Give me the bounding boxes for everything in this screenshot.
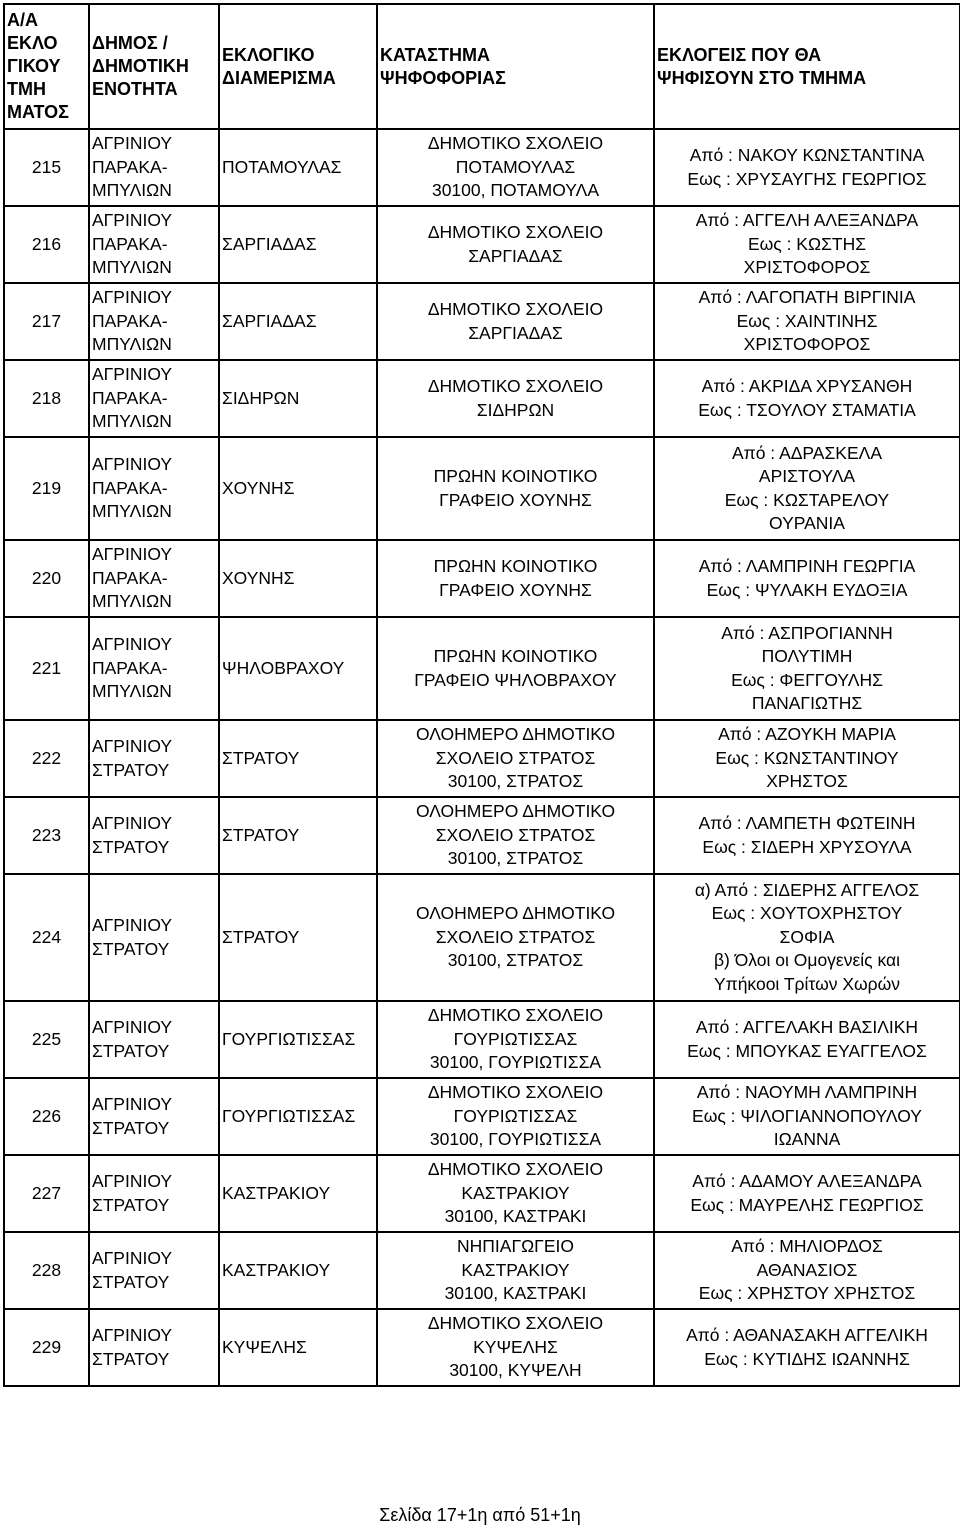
text-line: Εως : ΚΩΣΤΑΡΕΛΟΥ [724,489,890,510]
text-line: ΑΓΡΙΝΙΟΥ [92,1094,173,1114]
cell-municipality [89,1078,219,1155]
text-line: ΑΓΡΙΝΙΟΥ [92,1017,173,1037]
cell-station [377,1232,654,1309]
text-line: ΠΟΤΑΜΟΥΛΑΣ [455,156,576,177]
cell-number: 219 [4,437,89,540]
cell-municipality [89,874,219,1001]
cell-district: ΣΤΡΑΤΟΥ [219,874,377,1001]
text-line: ΠΡΩΗΝ ΚΟΙΝΟΤΙΚΟ [433,466,598,486]
text-line: Α/Α [7,10,38,30]
table-row [4,283,960,360]
cell-number: 225 [4,1001,89,1078]
cell-voters [654,1155,960,1232]
text-line: ΣΑΡΓΙΑΔΑΣ [468,245,563,266]
text-line: ΟΛΟΗΜΕΡΟ ΔΗΜΟΤΙΚΟ [415,724,616,745]
cell-municipality [89,283,219,360]
text-line: ΑΘΑΝΑΣΙΟΣ [756,1259,858,1280]
text-line: Από : ΛΑΓΟΠΑΤΗ ΒΙΡΓΙΝΙΑ [698,287,916,308]
table-body [4,129,960,1386]
text-line: ΠΑΡΑΚΑ- [92,233,168,254]
text-line: Εως : ΚΩΣΤΗΣ [747,233,867,254]
text-line: 30100, ΚΑΣΤΡΑΚΙ [444,1283,587,1304]
text-line: ΔΗΜΟΤΙΚΟ ΣΧΟΛΕΙΟ [427,299,604,319]
text-line: ΠΑΡΑΚΑ- [92,477,168,498]
text-line: Εως : ΧΟΥΤΟΧΡΗΣΤΟΥ [711,903,903,924]
table-row [4,720,960,797]
text-line: Εως : ΤΣΟΥΛΟΥ ΣΤΑΜΑΤΙΑ [698,399,916,420]
text-line: ΣΧΟΛΕΙΟ ΣΤΡΑΤΟΣ [435,747,596,768]
text-line: ΔΗΜΟΤΙΚΟ ΣΧΟΛΕΙΟ [427,1005,604,1026]
text-line: ΑΓΡΙΝΙΟΥ [92,210,173,231]
text-line: ΓΡΑΦΕΙΟ ΨΗΛΟΒΡΑΧΟΥ [414,669,617,690]
table-row [4,874,960,1001]
table-row [4,1232,960,1309]
cell-station [377,874,654,1001]
text-line: ΔΗΜΟΤΙΚΟ ΣΧΟΛΕΙΟ [427,1159,604,1180]
cell-district: ΚΥΨΕΛΗΣ [219,1309,377,1386]
text-line: ΟΛΟΗΜΕΡΟ ΔΗΜΟΤΙΚΟ [415,903,616,924]
table-row [4,540,960,617]
cell-voters [654,720,960,797]
cell-voters [654,540,960,617]
cell-station [377,360,654,437]
table-row [4,437,960,540]
text-line: ΣΙΔΗΡΩΝ [476,399,555,420]
cell-district: ΓΟΥΡΓΙΩΤΙΣΣΑΣ [219,1001,377,1078]
text-line: ΟΥΡΑΝΙΑ [769,513,845,533]
text-line: ΔΙΑΜΕΡΙΣΜΑ [222,67,336,88]
text-line: ΜΑΤΟΣ [7,102,69,122]
col-header-district [219,4,377,129]
text-line: ΚΑΣΤΡΑΚΙΟΥ [461,1182,570,1203]
cell-station [377,206,654,283]
text-line: 30100, ΣΤΡΑΤΟΣ [447,771,584,792]
text-line: ΧΡΙΣΤΟΦΟΡΟΣ [743,257,871,278]
text-line: ΠΡΩΗΝ ΚΟΙΝΟΤΙΚΟ [433,556,598,576]
table-row [4,1001,960,1078]
cell-district: ΧΟΥΝΗΣ [219,437,377,540]
text-line: ΓΙΚΟΥ [7,56,61,76]
cell-municipality [89,1232,219,1309]
col-header-municipality [89,4,219,129]
cell-district: ΚΑΣΤΡΑΚΙΟΥ [219,1155,377,1232]
text-line: 30100, ΚΑΣΤΡΑΚΙ [444,1206,587,1227]
table-row [4,1155,960,1232]
text-line: 30100, ΣΤΡΑΤΟΣ [447,848,584,869]
text-line: ΧΡΙΣΤΟΦΟΡΟΣ [743,334,871,355]
cell-number: 227 [4,1155,89,1232]
cell-municipality [89,797,219,874]
cell-voters [654,1232,960,1309]
text-line: ΕΝΟΤΗΤΑ [92,79,178,99]
cell-voters [654,129,960,206]
cell-voters [654,1309,960,1386]
text-line: ΠΑΡΑΚΑ- [92,310,168,331]
cell-voters [654,617,960,720]
text-line: Εως : ΜΠΟΥΚΑΣ ΕΥΑΓΓΕΛΟΣ [687,1040,927,1061]
text-line: ΕΚΛΟΓΙΚΟ [222,44,315,65]
text-line: ΑΓΡΙΝΙΟΥ [92,1248,173,1268]
text-line: Εως : ΚΩΝΣΤΑΝΤΙΝΟΥ [715,747,899,768]
cell-station [377,720,654,797]
header-row [4,4,960,129]
text-line: ΠΑΡΑΚΑ- [92,387,168,408]
cell-municipality [89,360,219,437]
cell-number: 217 [4,283,89,360]
text-line: ΔΗΜΟΤΙΚΗ [92,56,189,76]
text-line: ΣΤΡΑΤΟΥ [92,836,170,857]
text-line: Εως : ΦΕΓΓΟΥΛΗΣ [731,669,883,690]
page-footer: Σελίδα 17+1η από 51+1η [379,1505,581,1525]
text-line: ΜΠΥΛΙΩΝ [92,180,172,201]
text-line: ΣΤΡΑΤΟΥ [92,938,170,959]
text-line: ΜΠΥΛΙΩΝ [92,591,172,612]
text-line: ΑΓΡΙΝΙΟΥ [92,364,173,385]
cell-station [377,617,654,720]
text-line: Εως : ΚΥΤΙΔΗΣ ΙΩΑΝΝΗΣ [704,1348,910,1369]
cell-station [377,283,654,360]
text-line: ΜΠΥΛΙΩΝ [92,681,172,702]
cell-district: ΣΑΡΓΙΑΔΑΣ [219,283,377,360]
text-line: ΨΗΦΙΣΟΥΝ ΣΤΟ ΤΜΗΜΑ [657,67,867,88]
text-line: ΠΡΩΗΝ ΚΟΙΝΟΤΙΚΟ [433,646,598,666]
text-line: 30100, ΠΟΤΑΜΟΥΛΑ [431,180,600,201]
table-row [4,129,960,206]
text-line: Εως : ΣΙΔΕΡΗ ΧΡΥΣΟΥΛΑ [702,836,912,857]
text-line: ΣΤΡΑΤΟΥ [92,759,170,780]
text-line: ΣΧΟΛΕΙΟ ΣΤΡΑΤΟΣ [435,926,596,947]
text-line: 30100, ΓΟΥΡΙΩΤΙΣΣΑ [429,1052,602,1073]
text-line: Από : ΝΑΚΟΥ ΚΩΝΣΤΑΝΤΙΝΑ [689,145,925,165]
cell-station [377,1155,654,1232]
cell-voters [654,797,960,874]
table-header [4,4,960,129]
cell-number: 218 [4,360,89,437]
cell-district: ΨΗΛΟΒΡΑΧΟΥ [219,617,377,720]
text-line: ΧΡΗΣΤΟΣ [766,771,848,792]
cell-voters [654,360,960,437]
text-line: Από : ΑΘΑΝΑΣΑΚΗ ΑΓΓΕΛΙΚΗ [686,1325,928,1345]
text-line: Από : ΛΑΜΠΕΤΗ ΦΩΤΕΙΝΗ [698,813,916,833]
text-line: Εως : ΧΑΙΝΤΙΝΗΣ [736,310,878,331]
col-header-station [377,4,654,129]
cell-voters [654,206,960,283]
text-line: ΙΩΑΝΝΑ [773,1129,841,1150]
text-line: ΑΓΡΙΝΙΟΥ [92,736,173,756]
cell-voters [654,1078,960,1155]
cell-number: 222 [4,720,89,797]
text-line: ΜΠΥΛΙΩΝ [92,334,172,355]
cell-number: 221 [4,617,89,720]
cell-municipality [89,129,219,206]
cell-number: 223 [4,797,89,874]
text-line: ΓΡΑΦΕΙΟ ΧΟΥΝΗΣ [439,579,592,600]
text-line: ΠΑΡΑΚΑ- [92,156,168,177]
text-line: ΔΗΜΟΤΙΚΟ ΣΧΟΛΕΙΟ [427,133,604,154]
text-line: Εως : ΧΡΗΣΤΟΥ ΧΡΗΣΤΟΣ [698,1283,916,1304]
cell-municipality [89,206,219,283]
text-line: ΑΓΡΙΝΙΟΥ [92,1325,173,1345]
text-line: ΠΟΛΥΤΙΜΗ [761,646,853,666]
table-row [4,617,960,720]
table-row [4,1078,960,1155]
text-line: 30100, ΚΥΨΕΛΗ [449,1360,582,1381]
text-line: ΑΓΡΙΝΙΟΥ [92,133,173,154]
text-line: 30100, ΓΟΥΡΙΩΤΙΣΣΑ [429,1129,602,1150]
text-line: ΤΜΗ [7,79,46,99]
text-line: Εως : ΨΥΛΑΚΗ ΕΥΔΟΞΙΑ [706,579,908,600]
text-line: ΑΓΡΙΝΙΟΥ [92,1171,173,1191]
text-line: Υπήκοοι Τρίτων Χωρών [713,973,901,994]
cell-municipality [89,540,219,617]
cell-district: ΓΟΥΡΓΙΩΤΙΣΣΑΣ [219,1078,377,1155]
cell-voters [654,283,960,360]
text-line: ΕΚΛΟ [7,33,58,53]
text-line: Από : ΝΑΟΥΜΗ ΛΑΜΠΡΙΝΗ [696,1082,918,1103]
text-line: ΣΧΟΛΕΙΟ ΣΤΡΑΤΟΣ [435,824,596,845]
text-line: Από : ΛΑΜΠΡΙΝΗ ΓΕΩΡΓΙΑ [698,556,916,576]
text-line: ΕΚΛΟΓΕΙΣ ΠΟΥ ΘΑ [657,44,822,65]
text-line: Από : ΑΓΓΕΛΗ ΑΛΕΞΑΝΔΡΑ [695,210,919,231]
text-line: ΓΡΑΦΕΙΟ ΧΟΥΝΗΣ [439,489,592,510]
table-row [4,797,960,874]
text-line: ΔΗΜΟΣ / [92,33,168,53]
text-line: ΔΗΜΟΤΙΚΟ ΣΧΟΛΕΙΟ [427,376,604,396]
text-line: ΓΟΥΡΙΩΤΙΣΣΑΣ [453,1028,578,1049]
text-line: Εως : ΨΙΛΟΓΙΑΝΝΟΠΟΥΛΟΥ [692,1105,922,1126]
text-line: ΔΗΜΟΤΙΚΟ ΣΧΟΛΕΙΟ [427,222,604,242]
text-line: Από : ΑΖΟΥΚΗ ΜΑΡΙΑ [718,724,896,745]
text-line: ΣΤΡΑΤΟΥ [92,1348,170,1369]
cell-voters [654,1001,960,1078]
text-line: ΠΑΝΑΓΙΩΤΗΣ [751,693,863,713]
text-line: Από : ΑΔΑΜΟΥ ΑΛΕΞΑΝΔΡΑ [692,1171,922,1191]
cell-number: 228 [4,1232,89,1309]
table-row [4,360,960,437]
cell-district: ΣΤΡΑΤΟΥ [219,720,377,797]
text-line: ΚΑΤΑΣΤΗΜΑ [380,44,490,65]
text-line: Εως : ΧΡΥΣΑΥΓΗΣ ΓΕΩΡΓΙΟΣ [687,168,927,189]
text-line: ΚΑΣΤΡΑΚΙΟΥ [461,1259,570,1280]
text-line: ΓΟΥΡΙΩΤΙΣΣΑΣ [453,1105,578,1126]
table-row [4,206,960,283]
text-line: ΣΑΡΓΙΑΔΑΣ [468,322,563,343]
cell-district: ΠΟΤΑΜΟΥΛΑΣ [219,129,377,206]
cell-number: 224 [4,874,89,1001]
cell-number: 215 [4,129,89,206]
cell-municipality [89,617,219,720]
text-line: ΚΥΨΕΛΗΣ [473,1336,558,1357]
text-line: ΑΓΡΙΝΙΟΥ [92,454,173,475]
cell-station [377,1001,654,1078]
text-line: Από : ΑΔΡΑΣΚΕΛΑ [731,442,883,463]
cell-district: ΧΟΥΝΗΣ [219,540,377,617]
text-line: ΣΟΦΙΑ [779,926,835,947]
text-line: ΣΤΡΑΤΟΥ [92,1271,170,1292]
text-line: Από : ΑΣΠΡΟΓΙΑΝΝΗ [721,622,893,643]
cell-station [377,1309,654,1386]
cell-station [377,1078,654,1155]
text-line: Εως : ΜΑΥΡΕΛΗΣ ΓΕΩΡΓΙΟΣ [690,1194,924,1215]
text-line: ΣΤΡΑΤΟΥ [92,1194,170,1215]
text-line: ΣΤΡΑΤΟΥ [92,1040,170,1061]
polling-table [3,3,960,1387]
text-line: ΑΓΡΙΝΙΟΥ [92,634,173,655]
cell-voters [654,874,960,1001]
cell-municipality [89,720,219,797]
text-line: ΠΑΡΑΚΑ- [92,567,168,588]
col-header-voters [654,4,960,129]
text-line: β) Όλοι οι Ομογενείς και [713,950,900,971]
text-line: ΑΓΡΙΝΙΟΥ [92,813,173,833]
cell-station [377,540,654,617]
text-line: ΜΠΥΛΙΩΝ [92,257,172,278]
text-line: ΨΗΦΟΦΟΡΙΑΣ [380,67,506,88]
text-line: ΝΗΠΙΑΓΩΓΕΙΟ [457,1236,574,1257]
text-line: ΟΛΟΗΜΕΡΟ ΔΗΜΟΤΙΚΟ [415,801,616,822]
cell-number: 226 [4,1078,89,1155]
text-line: ΔΗΜΟΤΙΚΟ ΣΧΟΛΕΙΟ [427,1313,604,1334]
text-line: ΑΓΡΙΝΙΟΥ [92,915,173,935]
cell-number: 220 [4,540,89,617]
text-line: ΠΑΡΑΚΑ- [92,657,168,678]
cell-district: ΣΤΡΑΤΟΥ [219,797,377,874]
cell-number: 229 [4,1309,89,1386]
text-line: ΑΡΙΣΤΟΥΛΑ [758,466,856,486]
cell-municipality [89,437,219,540]
cell-district: ΣΙΔΗΡΩΝ [219,360,377,437]
cell-municipality [89,1001,219,1078]
table-row [4,1309,960,1386]
text-line: ΜΠΥΛΙΩΝ [92,501,172,522]
text-line: ΔΗΜΟΤΙΚΟ ΣΧΟΛΕΙΟ [427,1082,604,1103]
text-line: ΑΓΡΙΝΙΟΥ [92,287,173,308]
cell-municipality [89,1155,219,1232]
cell-district: ΣΑΡΓΙΑΔΑΣ [219,206,377,283]
text-line: ΑΓΡΙΝΙΟΥ [92,544,173,565]
cell-voters [654,437,960,540]
cell-station [377,129,654,206]
text-line: α) Από : ΣΙΔΕΡΗΣ ΑΓΓΕΛΟΣ [694,879,920,900]
text-line: ΜΠΥΛΙΩΝ [92,411,172,432]
cell-district: ΚΑΣΤΡΑΚΙΟΥ [219,1232,377,1309]
text-line: Από : ΜΗΛΙΟΡΔΟΣ [731,1236,883,1257]
text-line: Από : ΑΚΡΙΔΑ ΧΡΥΣΑΝΘΗ [701,376,913,396]
cell-number: 216 [4,206,89,283]
text-line: ΣΤΡΑΤΟΥ [92,1117,170,1138]
text-line: 30100, ΣΤΡΑΤΟΣ [447,950,584,971]
text-line: Από : ΑΓΓΕΛΑΚΗ ΒΑΣΙΛΙΚΗ [695,1017,919,1037]
cell-station [377,437,654,540]
cell-municipality [89,1309,219,1386]
col-header-number [4,4,89,129]
cell-station [377,797,654,874]
